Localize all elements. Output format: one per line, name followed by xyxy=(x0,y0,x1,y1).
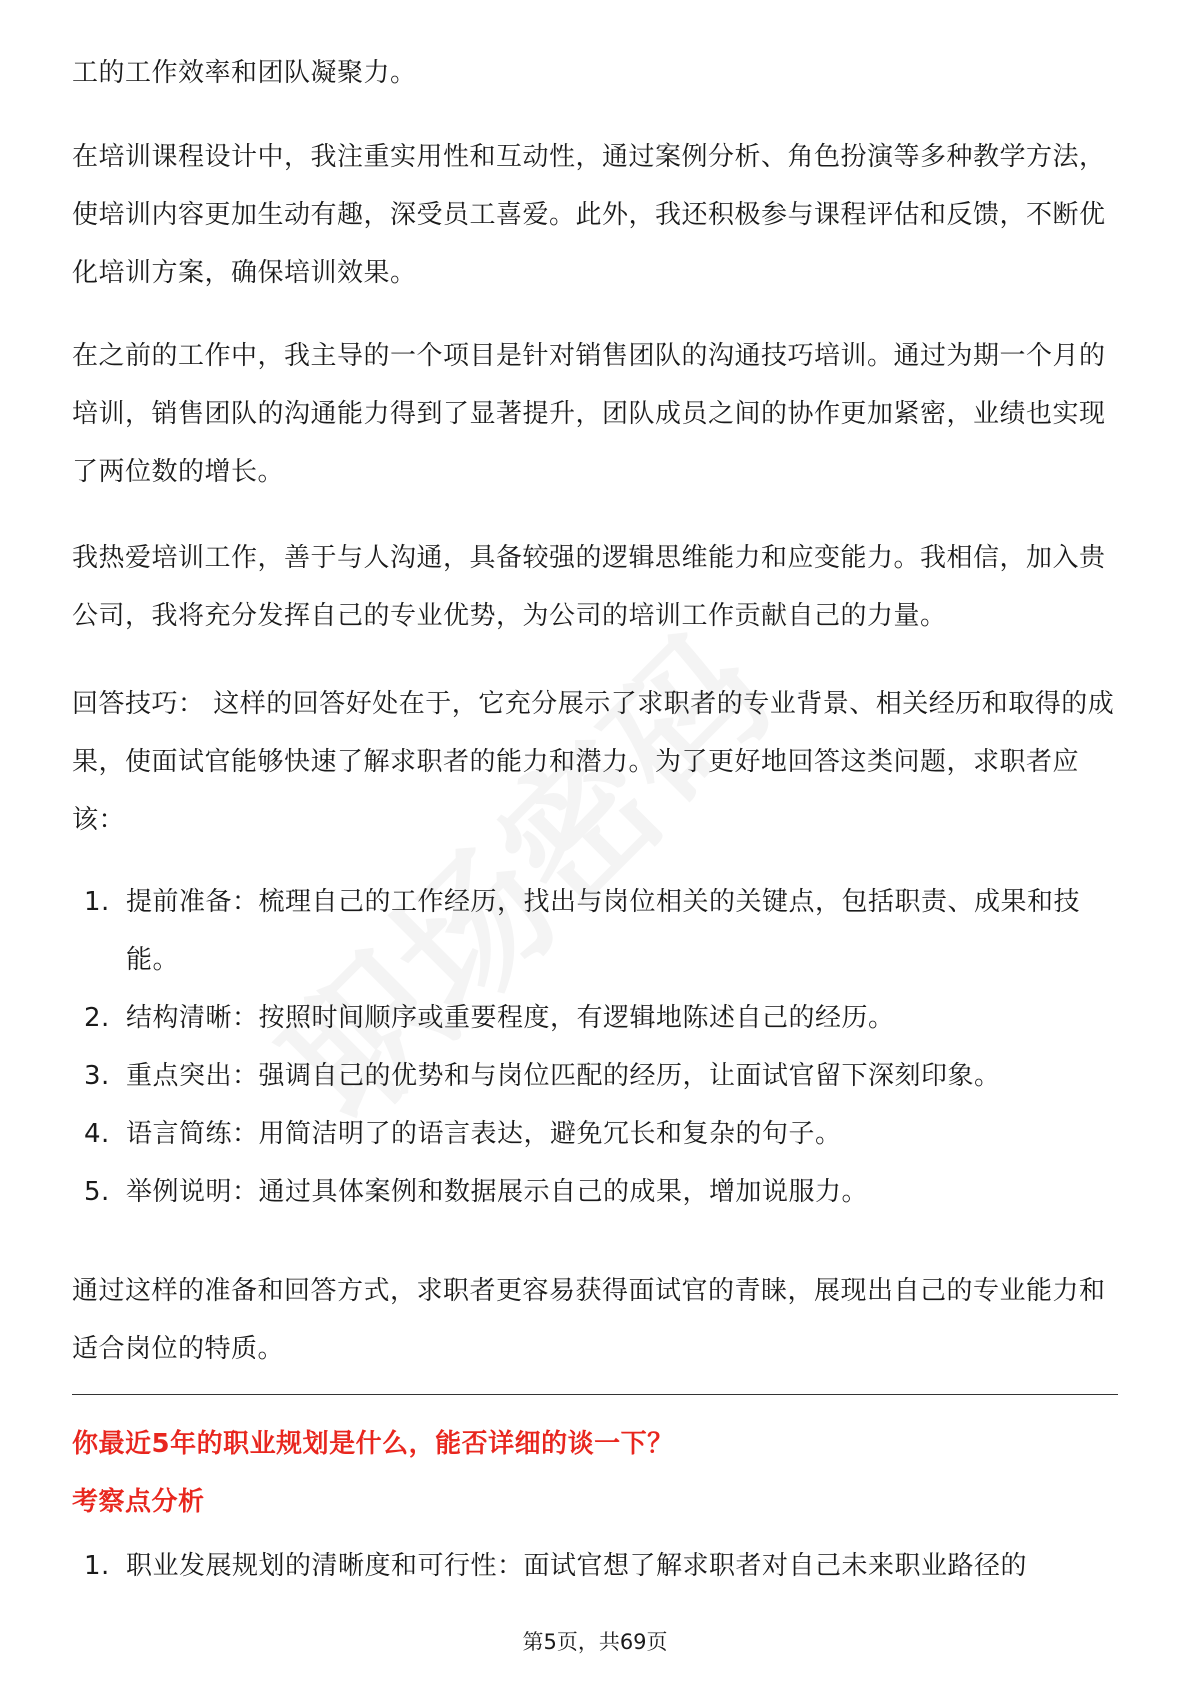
list-item: 1. 职业发展规划的清晰度和可行性：面试官想了解求职者对自己未来职业路径的 xyxy=(84,1551,1028,1581)
paragraph-3: 在之前的工作中，我主导的一个项目是针对销售团队的沟通技巧培训。通过为期一个月的培训，销售团队的沟通能力得到了显著提升，团队成员之间的协作更加紧密，业绩也实现了两位数的增长。 xyxy=(72,341,1106,487)
paragraph-6: 通过这样的准备和回答方式，求职者更容易获得面试官的青睐，展现出自己的专业能力和适合岗位的特质。 xyxy=(72,1276,1106,1364)
list-item: 2. 结构清晰：按照时间顺序或重要程度，有逻辑地陈述自己的经历。 xyxy=(84,1003,895,1033)
page-number: 第5页，共69页 xyxy=(522,1630,668,1654)
paragraph-1: 工的工作效率和团队凝聚力。 xyxy=(72,58,417,88)
list-item: 4. 语言简练：用简洁明了的语言表达，避免冗长和复杂的句子。 xyxy=(84,1119,842,1149)
list-item: 3. 重点突出：强调自己的优势和与岗位匹配的经历，让面试官留下深刻印象。 xyxy=(84,1061,1001,1091)
list-item: 1. 提前准备：梳理自己的工作经历，找出与岗位相关的关键点，包括职责、成果和技能。 xyxy=(84,887,1081,975)
paragraph-2: 在培训课程设计中，我注重实用性和互动性，通过案例分析、角色扮演等多种教学方法，使培训内容更加生动有趣，深受员工喜爱。此外，我还积极参与课程评估和反馈，不断优化培训方案，确保培训效果。 xyxy=(72,142,1106,288)
tips-list xyxy=(84,873,1118,1221)
list-item: 5. 举例说明：通过具体案例和数据展示自己的成果，增加说服力。 xyxy=(84,1177,869,1207)
section-divider xyxy=(72,1394,1118,1395)
question-heading: 你最近5年的职业规划是什么，能否详细的谈一下？ xyxy=(72,1429,674,1459)
paragraph-4: 我热爱培训工作，善于与人沟通，具备较强的逻辑思维能力和应变能力。我相信，加入贵公司，我将充分发挥自己的专业优势，为公司的培训工作贡献自己的力量。 xyxy=(72,543,1106,631)
analysis-heading: 考察点分析 xyxy=(72,1487,205,1517)
analysis-list xyxy=(84,1537,1118,1595)
answer-tips-paragraph: 回答技巧： 这样的回答好处在于，它充分展示了求职者的专业背景、相关经历和取得的成果，使面试官能够快速了解求职者的能力和潜力。为了更好地回答这类问题，求职者应该： xyxy=(72,689,1115,835)
